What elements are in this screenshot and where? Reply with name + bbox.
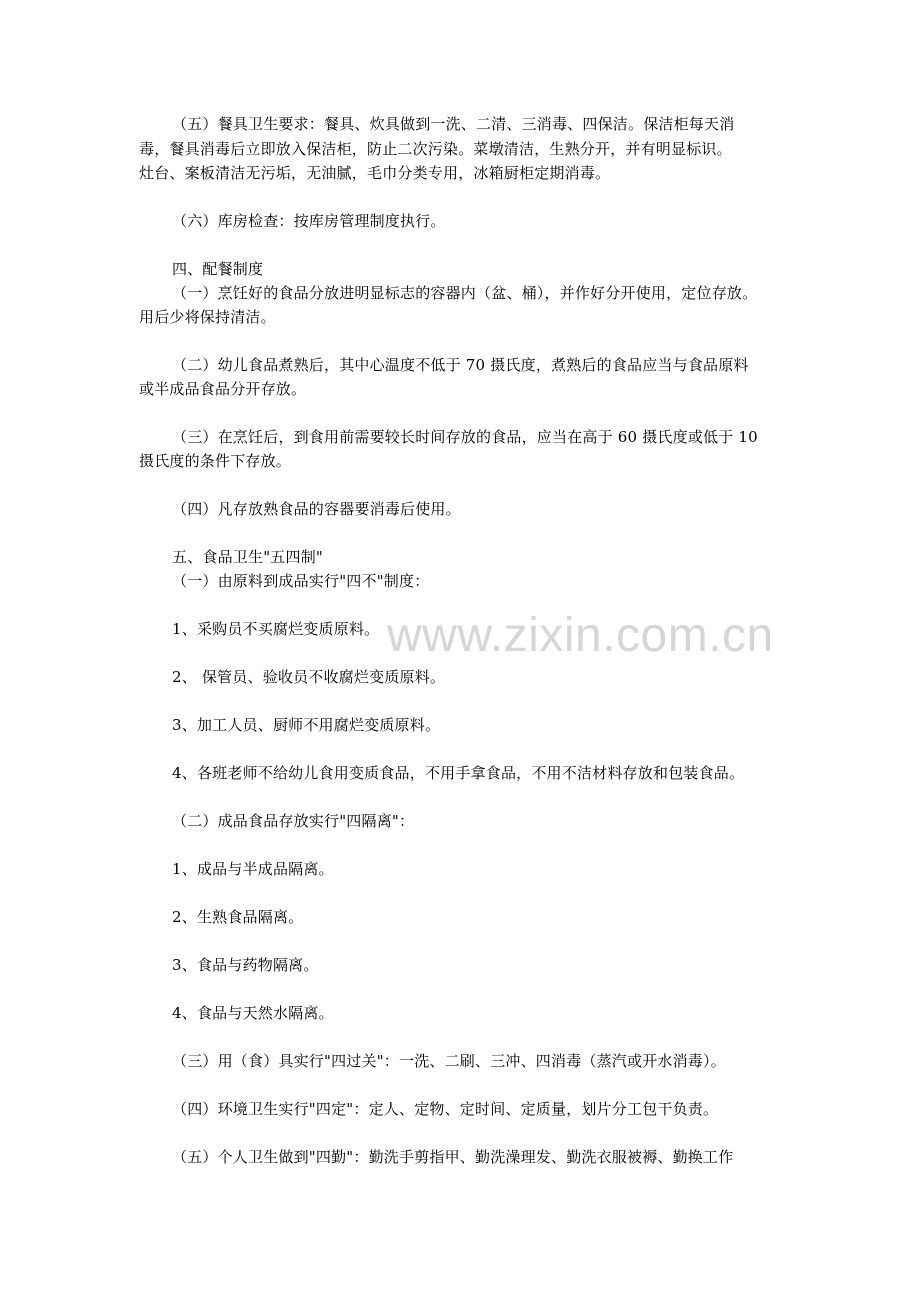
paragraph-line: 灶台、案板清洁无污垢，无油腻，毛巾分类专用，冰箱厨柜定期消毒。 — [139, 164, 611, 182]
paragraph-line: （一）由原料到成品实行"四不"制度： — [172, 572, 430, 590]
paragraph-line: （四）环境卫生实行"四定"：定人、定物、定时间、定质量，划片分工包干负责。 — [172, 1100, 719, 1118]
paragraph-line: （一）烹饪好的食品分放进明显标志的容器内（盆、桶），并作好分开使用，定位存放。 — [172, 284, 758, 302]
watermark: www.zixin.com.cn — [387, 609, 774, 662]
section-heading: 四、配餐制度 — [172, 260, 264, 278]
list-item: 4、食品与天然水隔离。 — [172, 1004, 334, 1022]
paragraph-line: 摄氏度的条件下存放。 — [139, 452, 292, 470]
list-item: 2、 保管员、验收员不收腐烂变质原料。 — [172, 668, 446, 686]
list-item: 4、各班老师不给幼儿食用变质食品，不用手拿食品，不用不洁材料存放和包装食品。 — [172, 764, 745, 782]
paragraph-line: （三）在烹饪后，到食用前需要较长时间存放的食品，应当在高于 60 摄氏度或低于 10 — [172, 428, 758, 446]
paragraph-line: （三）用（食）具实行"四过关"：一洗、二刷、三冲、四消毒（蒸汽或开水消毒）。 — [172, 1052, 726, 1070]
list-item: 3、食品与药物隔离。 — [172, 956, 319, 974]
list-item: 1、成品与半成品隔离。 — [172, 860, 334, 878]
list-item: 1、采购员不买腐烂变质原料。 — [172, 620, 380, 638]
paragraph-line: 用后少将保持清洁。 — [139, 308, 276, 326]
paragraph-line: （六）库房检查：按库房管理制度执行。 — [172, 212, 446, 230]
paragraph-line: （二）幼儿食品煮熟后，其中心温度不低于 70 摄氏度，煮熟后的食品应当与食品原料 — [172, 356, 749, 374]
paragraph-line: （二）成品食品存放实行"四隔离"： — [172, 812, 415, 830]
paragraph-line: 或半成品食品分开存放。 — [139, 380, 307, 398]
section-heading: 五、食品卫生"五四制" — [172, 548, 323, 566]
list-item: 2、生熟食品隔离。 — [172, 908, 304, 926]
paragraph-line: （五）个人卫生做到"四勤"：勤洗手剪指甲、勤洗澡理发、勤洗衣服被褥、勤换工作 — [172, 1148, 734, 1166]
paragraph-line: （五）餐具卫生要求：餐具、炊具做到一洗、二清、三消毒、四保洁。保洁柜每天消 — [172, 115, 735, 133]
list-item: 3、加工人员、厨师不用腐烂变质原料。 — [172, 716, 441, 734]
paragraph-line: （四）凡存放熟食品的容器要消毒后使用。 — [172, 500, 461, 518]
paragraph-line: 毒，餐具消毒后立即放入保洁柜，防止二次污染。菜墩清洁，生熟分开，并有明显标识。 — [139, 140, 732, 158]
